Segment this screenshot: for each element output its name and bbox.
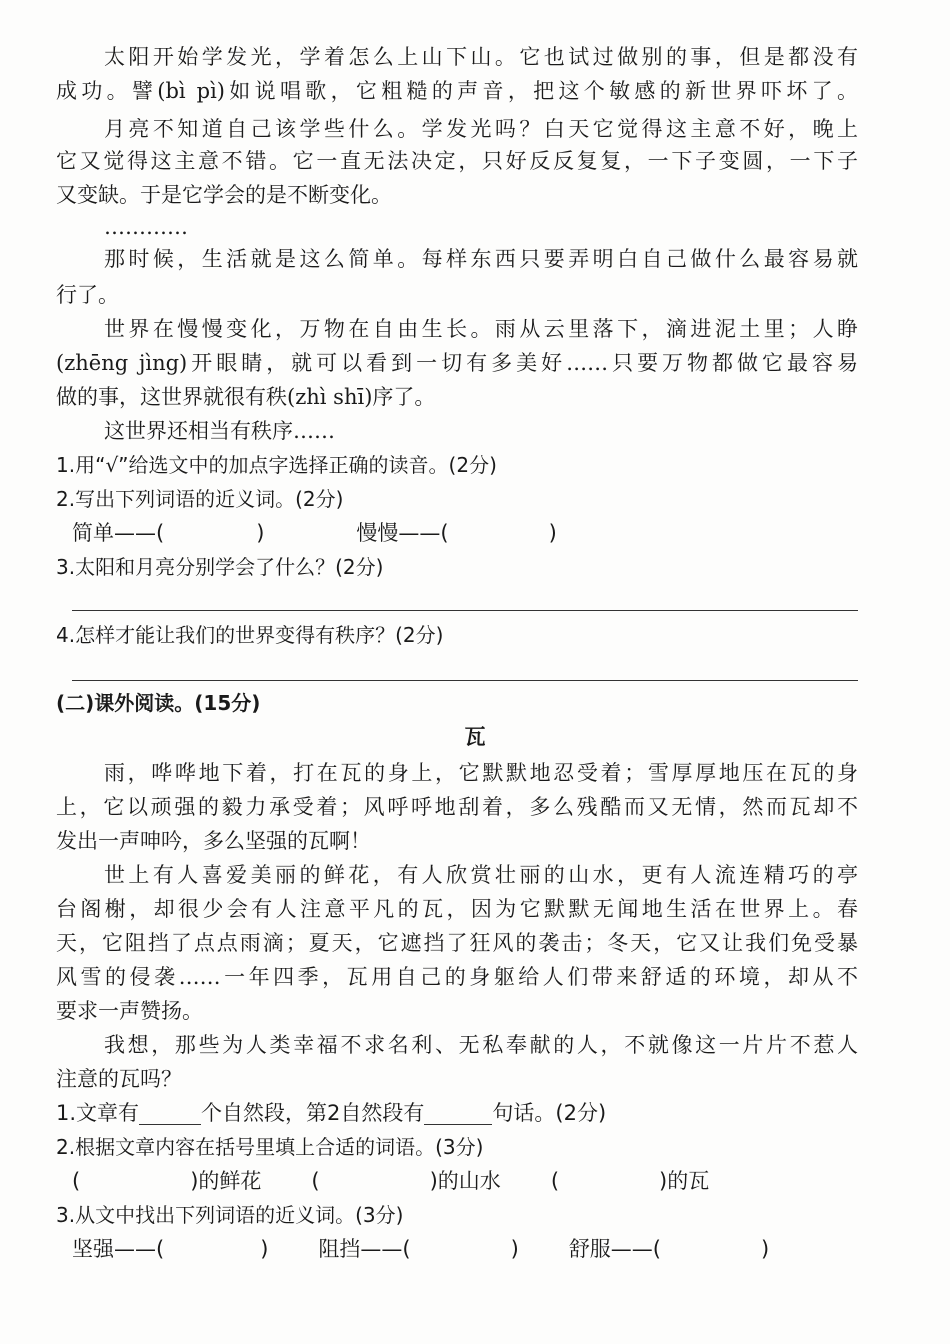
passage-line: 成功。譬(bì pì)如说唱歌，它粗糙的声音，把这个敏感的新世界吓坏了。 (56, 79, 858, 103)
q1-text-c: 句话。(2分) (492, 1101, 607, 1125)
close-paren: ) (548, 521, 557, 545)
passage-line: 行了。 (56, 283, 119, 307)
question-2-2: 2.根据文章内容在括号里填上合适的词语。(3分) (56, 1135, 484, 1159)
synonym-prompt-strong: 坚强——( (72, 1237, 165, 1261)
close-paren: ) (761, 1237, 770, 1261)
article-line: 台阁榭，却很少会有人注意平凡的瓦，因为它默默无闻地生活在世界上。春 (56, 897, 858, 921)
passage-line: 世界在慢慢变化，万物在自由生长。雨从云里落下，滴进泥土里；人睁 (104, 317, 858, 341)
article-line: 发出一声呻吟，多么坚强的瓦啊！ (56, 829, 371, 853)
section-heading: (二)课外阅读。(15分) (56, 691, 261, 715)
question-2-1 (56, 1098, 858, 1128)
article-line: 雨，哗哗地下着，打在瓦的身上，它默默地忍受着；雪厚厚地压在瓦的身 (104, 761, 858, 785)
fill-in-row (72, 1166, 874, 1196)
fill-tile: )的瓦 (659, 1169, 710, 1193)
synonym-prompt-comfortable: 舒服——( (568, 1237, 662, 1261)
passage-line: 这世界还相当有秩序…… (104, 419, 335, 443)
answer-line[interactable] (72, 610, 858, 611)
answer-blank-sentences[interactable] (424, 1102, 492, 1125)
q1-text-b: 个自然段，第2自然段有 (201, 1101, 425, 1125)
answer-line[interactable] (72, 680, 858, 681)
article-line: 要求一声赞扬。 (56, 999, 203, 1023)
close-paren: ) (256, 521, 265, 545)
question-3: 3.太阳和月亮分别学会了什么？(2分) (56, 555, 384, 579)
passage-line: 月亮不知道自己该学些什么。学发光吗？白天它觉得这主意不好，晚上 (104, 117, 858, 141)
question-2: 2.写出下列词语的近义词。(2分) (56, 487, 344, 511)
article-title: 瓦 (464, 724, 486, 749)
synonym-row-2 (72, 1234, 874, 1264)
article-line: 我想，那些为人类幸福不求名利、无私奉献的人，不就像这一片片不惹人 (104, 1033, 858, 1057)
synonym-prompt-simple: 简单——( (72, 521, 165, 545)
answer-blank[interactable] (449, 522, 549, 544)
close-paren: ) (510, 1237, 519, 1261)
fill-flowers: )的鲜花 (190, 1169, 262, 1193)
question-4: 4.怎样才能让我们的世界变得有秩序？(2分) (56, 623, 444, 647)
synonym-prompt-block: 阻挡——( (318, 1237, 411, 1261)
synonym-row (72, 518, 874, 548)
passage-line: (zhēng jìng)开眼睛，就可以看到一切有多美好……只要万物都做它最容易 (56, 351, 858, 375)
close-paren: ) (260, 1237, 269, 1261)
answer-blank[interactable] (164, 522, 256, 544)
answer-blank-paragraphs[interactable] (139, 1102, 201, 1125)
open-paren: ( (311, 1169, 320, 1193)
question-1: 1.用“√”给选文中的加点字选择正确的读音。(2分) (56, 453, 497, 477)
fill-mountains: )的山水 (429, 1169, 501, 1193)
passage-line: 做的事，这世界就很有秩(zhì shī)序了。 (56, 385, 436, 409)
ellipsis-line: ………… (104, 215, 188, 239)
article-line: 风雪的侵袭……一年四季，瓦用自己的身躯给人们带来舒适的环境，却从不 (56, 965, 858, 989)
article-line: 上，它以顽强的毅力承受着；风呼呼地刮着，多么残酷而又无情，然而瓦却不 (56, 795, 858, 819)
passage-line: 它又觉得这主意不错。它一直无法决定，只好反反复复，一下子变圆，一下子 (56, 149, 858, 173)
passage-line: 那时候，生活就是这么简单。每样东西只要弄明白自己做什么最容易就 (104, 247, 858, 271)
open-paren: ( (72, 1169, 81, 1193)
question-2-3: 3.从文中找出下列词语的近义词。(3分) (56, 1203, 404, 1227)
passage-line: 又变缺。于是它学会的是不断变化。 (56, 183, 392, 207)
open-paren: ( (550, 1169, 560, 1193)
passage-line: 太阳开始学发光，学着怎么上山下山。它也试过做别的事，但是都没有 (104, 45, 858, 69)
q1-text-a: 1.文章有 (56, 1101, 140, 1125)
article-line: 世上有人喜爱美丽的鲜花，有人欣赏壮丽的山水，更有人流连精巧的亭 (104, 863, 858, 887)
article-line: 注意的瓦吗？ (56, 1067, 182, 1091)
synonym-prompt-slowly: 慢慢——( (356, 521, 449, 545)
article-line: 天，它阻挡了点点雨滴；夏天，它遮挡了狂风的袭击；冬天，它又让我们免受暴 (56, 931, 858, 955)
